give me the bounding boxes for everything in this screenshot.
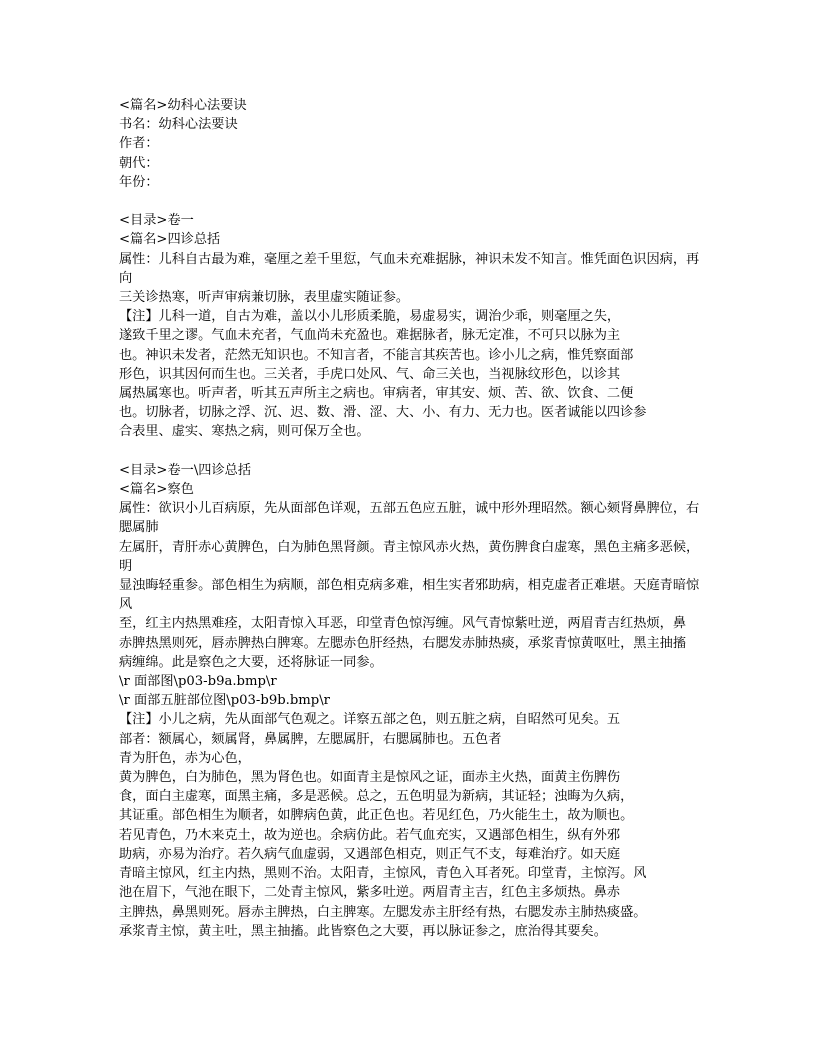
annotation-line: 也。神识未发者，茫然无知识也。不知言者，不能言其疾苦也。诊小儿之病，惟凭察面部 <box>119 347 634 363</box>
annotation-line: 形色，识其因何而生也。三关者，手虎口处风、气、命三关也，当视脉纹形色，以诊其 <box>119 366 621 382</box>
annotation-line: 承浆青主惊，黄主吐，黑主抽搐。此皆察色之大要，再以脉证参之，庶治得其要矣。 <box>119 923 607 939</box>
annotation-line: 部者：额属心，颏属肾，鼻属脾，左腮属肝，右腮属肺也。五色者 <box>119 731 502 747</box>
author-field: 作者： <box>119 136 159 152</box>
section-title: <篇名>四诊总括 <box>119 232 221 248</box>
annotation-line: 青为肝色，赤为心色， <box>119 750 251 766</box>
annotation-line: 也。切脉者，切脉之浮、沉、迟、数、滑、涩、大、小、有力、无力也。医者诚能以四诊参 <box>119 405 647 421</box>
image-reference: \r 面部图\p03-b9a.bmp\r <box>119 674 277 690</box>
verse-line: 属性：欲识小儿百病原，先从面部色详观，五部五色应五脏，诚中形外理昭然。额心颏肾鼻脾位，右腮属肺 <box>119 501 700 536</box>
annotation-line: 若见青色，乃木来克土，故为逆也。余病仿此。若气血充实，又遇部色相生，纵有外邪 <box>119 827 621 843</box>
annotation-line: 遂致千里之谬。气血未充者，气血尚未充盈也。难据脉者，脉无定准，不可只以脉为主 <box>119 328 621 344</box>
verse-line: 左属肝，青肝赤心黄脾色，白为肺色黑肾颜。青主惊风赤火热，黄伤脾食白虚寒，黑色主痛多恶候，明 <box>119 539 700 574</box>
annotation-line: 其证重。部色相生为顺者，如脾病色黄，此正色也。若见红色，乃火能生土，故为顺也。 <box>119 808 634 824</box>
image-reference: \r 面部五脏部位图\p03-b9b.bmp\r <box>119 693 330 709</box>
annotation-line: 黄为脾色，白为肺色，黑为肾色也。如面青主是惊风之证，面赤主火热，面黄主伤脾伤 <box>119 770 621 786</box>
section-title: <篇名>察色 <box>119 482 194 498</box>
document-page <box>119 96 709 941</box>
annotation-line: 属热属寒也。听声者，听其五声所主之病也。审病者，审其安、烦、苦、欲、饮食、二便 <box>119 386 634 402</box>
annotation-line: 池在眉下，气池在眼下，二处青主惊风，紫多吐逆。两眉青主吉，红色主多烦热。鼻赤 <box>119 885 621 901</box>
annotation-line: 【注】小儿之病，先从面部气色观之。详察五部之色，则五脏之病，自昭然可见矣。五 <box>119 712 621 728</box>
verse-line: 属性：儿科自古最为难，毫厘之差千里愆，气血未充难据脉，神识未发不知言。惟凭面色识因病，再向 <box>119 251 700 286</box>
annotation-line: 助病，亦易为治疗。若久病气血虚弱，又遇部色相克，则正气不支，每难治疗。如天庭 <box>119 846 621 862</box>
annotation-line: 食，面白主虚寒，面黑主痛，多是恶候。总之，五色明显为新病，其证轻；浊晦为久病， <box>119 789 634 805</box>
annotation-line: 合表里、虚实、寒热之病，则可保万全也。 <box>119 424 370 440</box>
annotation-line: 【注】儿科一道，自古为难，盖以小儿形质柔脆，易虚易实，调治少乖，则毫厘之失， <box>119 309 621 325</box>
annotation-line: 主脾热，鼻黑则死。唇赤主脾热，白主脾寒。左腮发赤主肝经有热，右腮发赤主肺热痰盛。 <box>119 904 647 920</box>
spacer <box>119 192 709 211</box>
section-catalog: <目录>卷一\四诊总括 <box>119 462 252 478</box>
verse-line: 赤脾热黑则死，唇赤脾热白脾寒。左腮赤色肝经热，右腮发赤肺热痰，承浆青惊黄呕吐，黑主抽搐 <box>119 635 687 651</box>
verse-line: 显浊晦轻重参。部色相生为病顺，部色相克病多难，相生实者邪助病，相克虚者正难堪。天庭青暗惊风 <box>119 578 700 613</box>
year-field: 年份： <box>119 174 159 190</box>
dynasty-field: 朝代： <box>119 155 159 171</box>
verse-line: 至，红主内热黑难痊，太阳青惊入耳恶，印堂青色惊泻缠。风气青惊紫吐逆，两眉青吉红热烦，鼻 <box>119 616 687 632</box>
verse-line: 三关诊热寒，听声审病兼切脉，表里虚实随证参。 <box>119 290 410 306</box>
spacer <box>119 442 709 461</box>
verse-line: 病缠绵。此是察色之大要，还将脉证一同参。 <box>119 654 383 670</box>
annotation-line: 青暗主惊风，红主内热，黑则不治。太阳青，主惊风，青色入耳者死。印堂青，主惊泻。风 <box>119 866 647 882</box>
book-name: 书名：幼科心法要诀 <box>119 117 238 133</box>
document-title: <篇名>幼科心法要诀 <box>119 98 247 113</box>
section-catalog: <目录>卷一 <box>119 213 194 229</box>
